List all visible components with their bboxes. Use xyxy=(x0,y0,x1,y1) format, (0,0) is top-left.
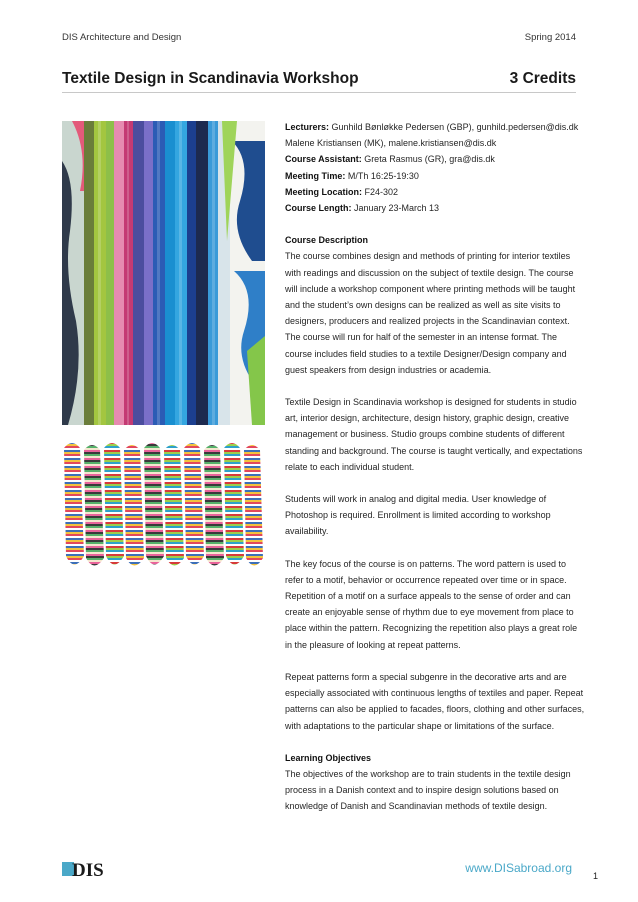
meeting-time-label: Meeting Time: xyxy=(285,170,346,181)
description-paragraph-3: Students will work in analog and digital media. User knowledge of Photoshop is required. Enrollment is limited according to workshop availability. xyxy=(285,494,551,537)
course-length-line xyxy=(285,200,585,216)
lecturers-value: Gunhild Bønløkke Pedersen (GBP), gunhild.pedersen@dis.dk xyxy=(329,122,579,132)
meeting-time-value: M/Th 16:25-19:30 xyxy=(345,170,419,181)
header-semester: Spring 2014 xyxy=(524,32,576,43)
header-institution: DIS Architecture and Design xyxy=(62,32,182,43)
course-title: Textile Design in Scandinavia Workshop xyxy=(62,70,359,87)
dis-logo-text: DIS xyxy=(72,860,104,880)
meeting-location-label: Meeting Location: xyxy=(285,186,362,197)
lecturers-line-2: Malene Kristiansen (MK), malene.kristiansen@dis.dk xyxy=(285,138,497,149)
title-row xyxy=(62,70,576,93)
course-length-value: January 23-March 13 xyxy=(351,203,440,214)
textile-rolls-photo xyxy=(62,121,265,425)
meeting-location-value: F24-302 xyxy=(362,186,399,197)
dis-logo xyxy=(62,858,116,880)
course-credits: 3 Credits xyxy=(509,70,576,87)
disabroad-link[interactable]: www.DISabroad.org xyxy=(465,861,572,875)
striped-fabric-rolls-photo xyxy=(62,438,265,573)
meeting-location-line xyxy=(285,184,585,200)
lecturers-label: Lecturers: xyxy=(285,122,330,132)
assistant-label: Course Assistant: xyxy=(285,154,362,165)
description-paragraph-5: Repeat patterns form a special subgenre in the decorative arts and are especially associated with continuous lengths of textiles and paper. Repeat patterns can also be applied to facades, floors, clothing and other surfaces, with adaptations to the particular shape or limitations of the surface. xyxy=(285,671,585,731)
course-content xyxy=(285,119,585,815)
page-number: 1 xyxy=(592,871,598,881)
description-paragraph-1: The course combines design and methods of printing for interior textiles with readings and discussion on the subject of textile design. The course will include a workshop component where printing methods will be taught and the student’s own designs can be realized as well as site visits to designers, producers and realized projects in the Scandinavian context. The course will run for half of the semester in an intense format. The course includes field studies to a textile Designer/Design company and guest speakers from design industries or academia. xyxy=(285,251,576,375)
lecturers-line xyxy=(285,119,585,135)
meeting-time-line xyxy=(285,168,585,184)
assistant-line xyxy=(285,151,585,167)
learning-objectives-heading: Learning Objectives xyxy=(285,752,372,763)
objectives-paragraph-1: The objectives of the workshop are to train students in the textile design process in a Danish context and to inspire design solutions based on knowledge of Danish and Scandinavian methods of textile design. xyxy=(285,768,571,812)
assistant-value: Greta Rasmus (GR), gra@dis.dk xyxy=(361,154,495,165)
description-paragraph-4: The key focus of the course is on patterns. The word pattern is used to refer to a motif, behavior or occurrence repeated over time or in space. Repetition of a motif on a surface appeals to the sense of order and can create an enjoyable sense of rhythm due to eye movement from place to place within the pattern. Recognizing the repetition also plays a great role in the pleasure of looking at repeat patterns. xyxy=(285,558,578,650)
course-description-heading: Course Description xyxy=(285,235,369,246)
description-paragraph-2: Textile Design in Scandinavia workshop is designed for students in studio art, interior design, architecture, design history, graphic design, creative management or business. Studio groups combine students of different standing and background. The course is taught vertically, and expectations relate to each individual student. xyxy=(285,397,583,472)
course-length-label: Course Length: xyxy=(285,203,352,214)
